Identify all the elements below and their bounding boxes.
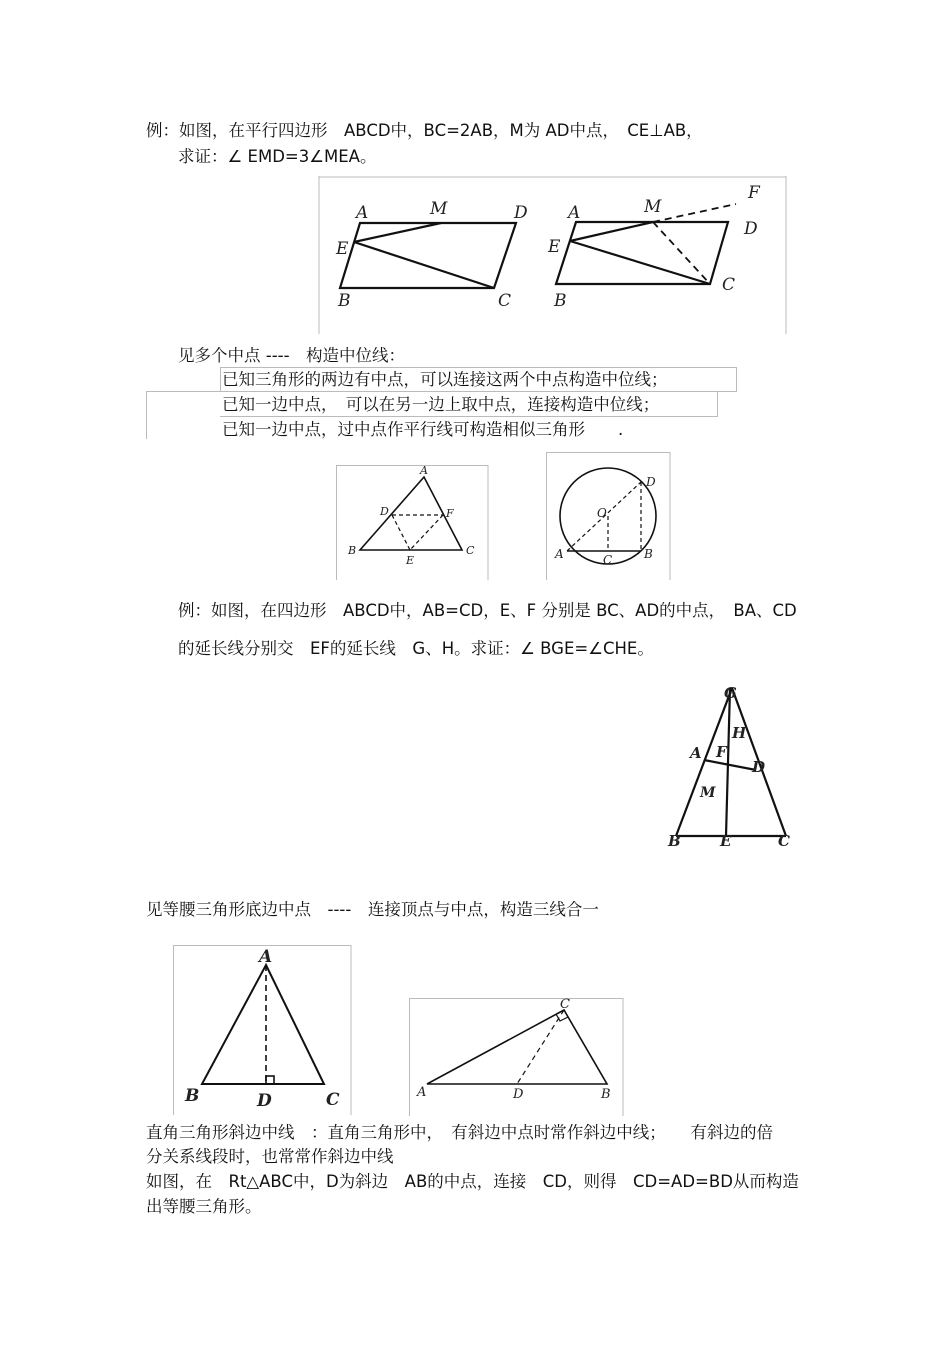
label-A-right: A (568, 203, 581, 223)
example2-line1: 例：如图，在四边形 ABCD中，AB=CD，E、F 分别是 BC、AD的中点， BA、CD (178, 601, 797, 620)
label-C-right: C (722, 275, 736, 295)
tri-label-E: E (406, 554, 415, 567)
label-A-left: A (356, 203, 369, 223)
tri-label-F: F (446, 507, 454, 520)
example1-line2: 求证：∠ EMD=3∠MEA。 (178, 147, 377, 166)
quad-label-A: A (690, 744, 702, 762)
midline-heading: 见多个中点 ---- 构造中位线： (178, 346, 406, 365)
label-C-left: C (498, 291, 512, 311)
label-M-right: M (644, 197, 662, 217)
tri-label-A: A (420, 465, 428, 477)
midline-item-3: 已知一边中点，过中点作平行线可构造相似三角形 . (222, 420, 624, 439)
quad-label-G: G (724, 684, 737, 702)
quad-label-M: M (700, 785, 716, 801)
quad-label-F: F (716, 743, 727, 761)
label-D-left: D (514, 203, 528, 223)
circle-label-A: A (555, 547, 564, 561)
quad-label-C: C (778, 832, 790, 850)
quad-label-E: E (720, 832, 732, 850)
right-line3: 如图，在 Rt△ABC中，D为斜边 AB的中点，连接 CD，则得 CD=AD=BD从而构造 (146, 1172, 799, 1191)
label-D-right: D (744, 219, 758, 239)
quad-label-H: H (732, 724, 747, 742)
example1-line1: 例：如图，在平行四边形 ABCD中，BC=2AB，M为 AD中点， CE⊥AB， (146, 121, 703, 140)
label-B-left: B (338, 291, 351, 311)
triangle-midline-figure (336, 465, 490, 580)
iso-label-A: A (259, 947, 273, 967)
label-B-right: B (554, 291, 567, 311)
right-triangle-figure (409, 998, 625, 1116)
iso-label-C: C (326, 1090, 340, 1110)
rt-label-D: D (513, 1087, 524, 1102)
quad-figure (660, 676, 820, 856)
isosceles-heading: 见等腰三角形底边中点 ---- 连接顶点与中点，构造三线合一 (146, 900, 599, 919)
circle-label-O: O (597, 506, 607, 520)
quad-label-D: D (752, 758, 766, 776)
right-line4: 出等腰三角形。 (146, 1197, 262, 1216)
tri-label-C: C (466, 544, 475, 557)
label-M-left: M (430, 199, 448, 219)
label-F-right: F (748, 183, 760, 203)
circle-figure (546, 452, 672, 580)
midline-item-1: 已知三角形的两边有中点，可以连接这两个中点构造中位线； (222, 370, 668, 389)
circle-label-D: D (646, 475, 656, 489)
midline-item-2: 已知一边中点， 可以在另一边上取中点，连接构造中位线； (222, 395, 660, 414)
tri-label-B: B (348, 544, 357, 557)
parallelogram-left (340, 223, 516, 288)
rt-label-B: B (601, 1087, 611, 1102)
circle-label-B: B (644, 547, 653, 561)
label-E-left: E (336, 239, 349, 259)
iso-label-B: B (185, 1086, 200, 1106)
tri-label-D: D (380, 505, 389, 518)
right-line1: 直角三角形斜边中线 ：直角三角形中， 有斜边中点时常作斜边中线； 有斜边的倍 (146, 1123, 773, 1142)
example2-line2: 的延长线分别交 EF的延长线 G、H。求证：∠ BGE=∠CHE。 (178, 639, 654, 658)
rt-label-C: C (560, 998, 570, 1012)
quad-label-B: B (668, 832, 681, 850)
iso-label-D: D (257, 1091, 272, 1111)
parallelogram-figures (318, 176, 788, 334)
right-line2: 分关系线段时，也常常作斜边中线 (146, 1147, 394, 1166)
rt-label-A: A (417, 1085, 427, 1100)
circle-label-C: C (603, 553, 613, 567)
label-E-right: E (548, 237, 561, 257)
isosceles-figure (173, 945, 353, 1115)
